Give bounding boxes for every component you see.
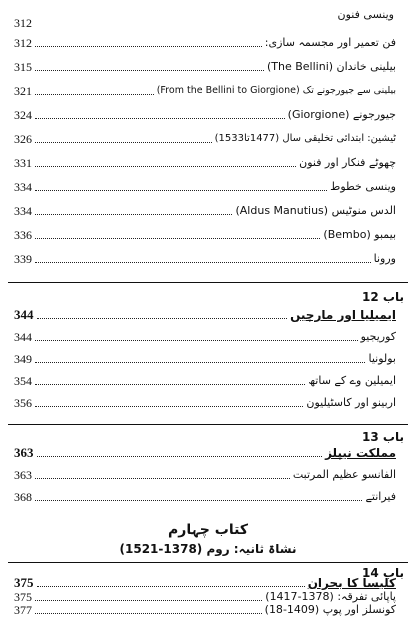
toc-row-main [14, 304, 396, 322]
toc-row [14, 392, 396, 410]
toc-row [14, 128, 396, 146]
entry-title: پاپائی تفرقہ: (1378-1417) [265, 590, 396, 603]
page-number: 331 [14, 156, 32, 170]
entry-title: بیلینی خاندان (The Bellini) [266, 60, 396, 73]
chapter-label: باب 12 [362, 290, 404, 304]
book-subtitle: نشاۃ ثانیہ: روم (1378-1521) [119, 542, 297, 556]
leader-dots [35, 384, 305, 385]
toc-row-main [14, 576, 396, 590]
leader-dots [35, 238, 320, 239]
chapter-title: مملکت نیپلز [325, 446, 396, 460]
toc-row [14, 152, 396, 170]
page-number: 363 [14, 468, 32, 482]
page-number: 344 [14, 307, 34, 322]
chapter-label: باب 14 [362, 566, 404, 580]
toc-row [14, 32, 396, 50]
leader-dots [35, 142, 212, 143]
leader-dots [35, 94, 154, 95]
entry-title: الدس منوٹیس (Aldus Manutius) [235, 204, 396, 217]
entry-title: بیمبو (Bembo) [323, 228, 396, 241]
page-number: 312 [14, 36, 32, 50]
leader-dots [37, 456, 323, 457]
entry-title: ورونا [373, 252, 396, 265]
leader-dots [35, 190, 327, 191]
section-heading-venetian-arts: وینسی فنون [337, 8, 394, 21]
page-number: 356 [14, 396, 32, 410]
leader-dots [35, 70, 264, 71]
toc-row [14, 590, 396, 604]
leader-dots [35, 600, 262, 601]
page-number: 334 [14, 180, 32, 194]
toc-row [14, 104, 396, 122]
page-number: 349 [14, 352, 32, 366]
entry-title: جیورجونے (Giorgione) [287, 108, 396, 121]
toc-row [14, 176, 396, 194]
entry-title: کونسلز اور پوپ (1409-18) [264, 603, 396, 616]
page-number: 354 [14, 374, 32, 388]
page-number: 312 [14, 16, 32, 30]
page-number: 375 [14, 575, 34, 590]
page-number: 363 [14, 445, 34, 460]
section-heading-venetian-letters: وینسی خطوط [330, 180, 396, 193]
toc-row-main [14, 442, 396, 460]
entry-title: بیلینی سے جیورجونے تک (From the Bellini to Giorgione) [156, 85, 396, 96]
entry-title: اربینو اور کاسٹیلیون [306, 396, 396, 409]
page-number: 321 [14, 84, 32, 98]
toc-row [14, 326, 396, 344]
leader-dots [35, 262, 371, 263]
page-number: 326 [14, 132, 32, 146]
book-title: کتاب چہارم [168, 522, 248, 538]
page-number: 375 [14, 590, 32, 604]
page-number: 336 [14, 228, 32, 242]
chapter-title: ایمیلیا اور مارچیں [290, 308, 396, 322]
leader-dots [35, 478, 290, 479]
entry-title: الفانسو عظیم المرتبت [292, 468, 396, 481]
leader-dots [35, 118, 285, 119]
toc-row [14, 348, 396, 366]
toc-row [14, 200, 396, 218]
leader-dots [35, 166, 296, 167]
entry-title: ٹیشین: ابتدائی تخلیقی سال (1477تا1533) [214, 133, 396, 144]
entry-title: کوریجیو [360, 330, 396, 343]
page-number: 334 [14, 204, 32, 218]
toc-row [14, 56, 396, 74]
toc-row [14, 486, 396, 504]
leader-dots [35, 613, 262, 614]
page-number: 368 [14, 490, 32, 504]
page-number: 377 [14, 603, 32, 617]
leader-dots [37, 318, 288, 319]
leader-dots [35, 406, 303, 407]
toc-row [14, 12, 296, 30]
page-number: 315 [14, 60, 32, 74]
page-number: 344 [14, 330, 32, 344]
page-number: 339 [14, 252, 32, 266]
section-divider [8, 562, 408, 563]
chapter-label: باب 13 [362, 430, 404, 444]
entry-title: ایمیلین وے کے ساتھ [308, 374, 396, 387]
leader-dots [35, 214, 232, 215]
toc-row [14, 603, 396, 617]
section-divider [8, 282, 408, 283]
entry-title: فن تعمیر اور مجسمہ سازی: [264, 36, 396, 49]
entry-title: فیرانتے [365, 490, 396, 503]
leader-dots [37, 586, 305, 587]
leader-dots [35, 46, 262, 47]
leader-dots [35, 340, 358, 341]
entry-title: بولونیا [368, 352, 396, 365]
chapter-title: کلیسا کا بحران [307, 576, 396, 590]
toc-row [14, 464, 396, 482]
section-divider [8, 424, 408, 425]
entry-title: چھوٹے فنکار اور فنون [299, 156, 396, 169]
toc-row [14, 80, 396, 98]
toc-row [14, 370, 396, 388]
page-number: 324 [14, 108, 32, 122]
toc-row [14, 248, 396, 266]
leader-dots [35, 362, 365, 363]
leader-dots [35, 500, 362, 501]
toc-row [14, 224, 396, 242]
